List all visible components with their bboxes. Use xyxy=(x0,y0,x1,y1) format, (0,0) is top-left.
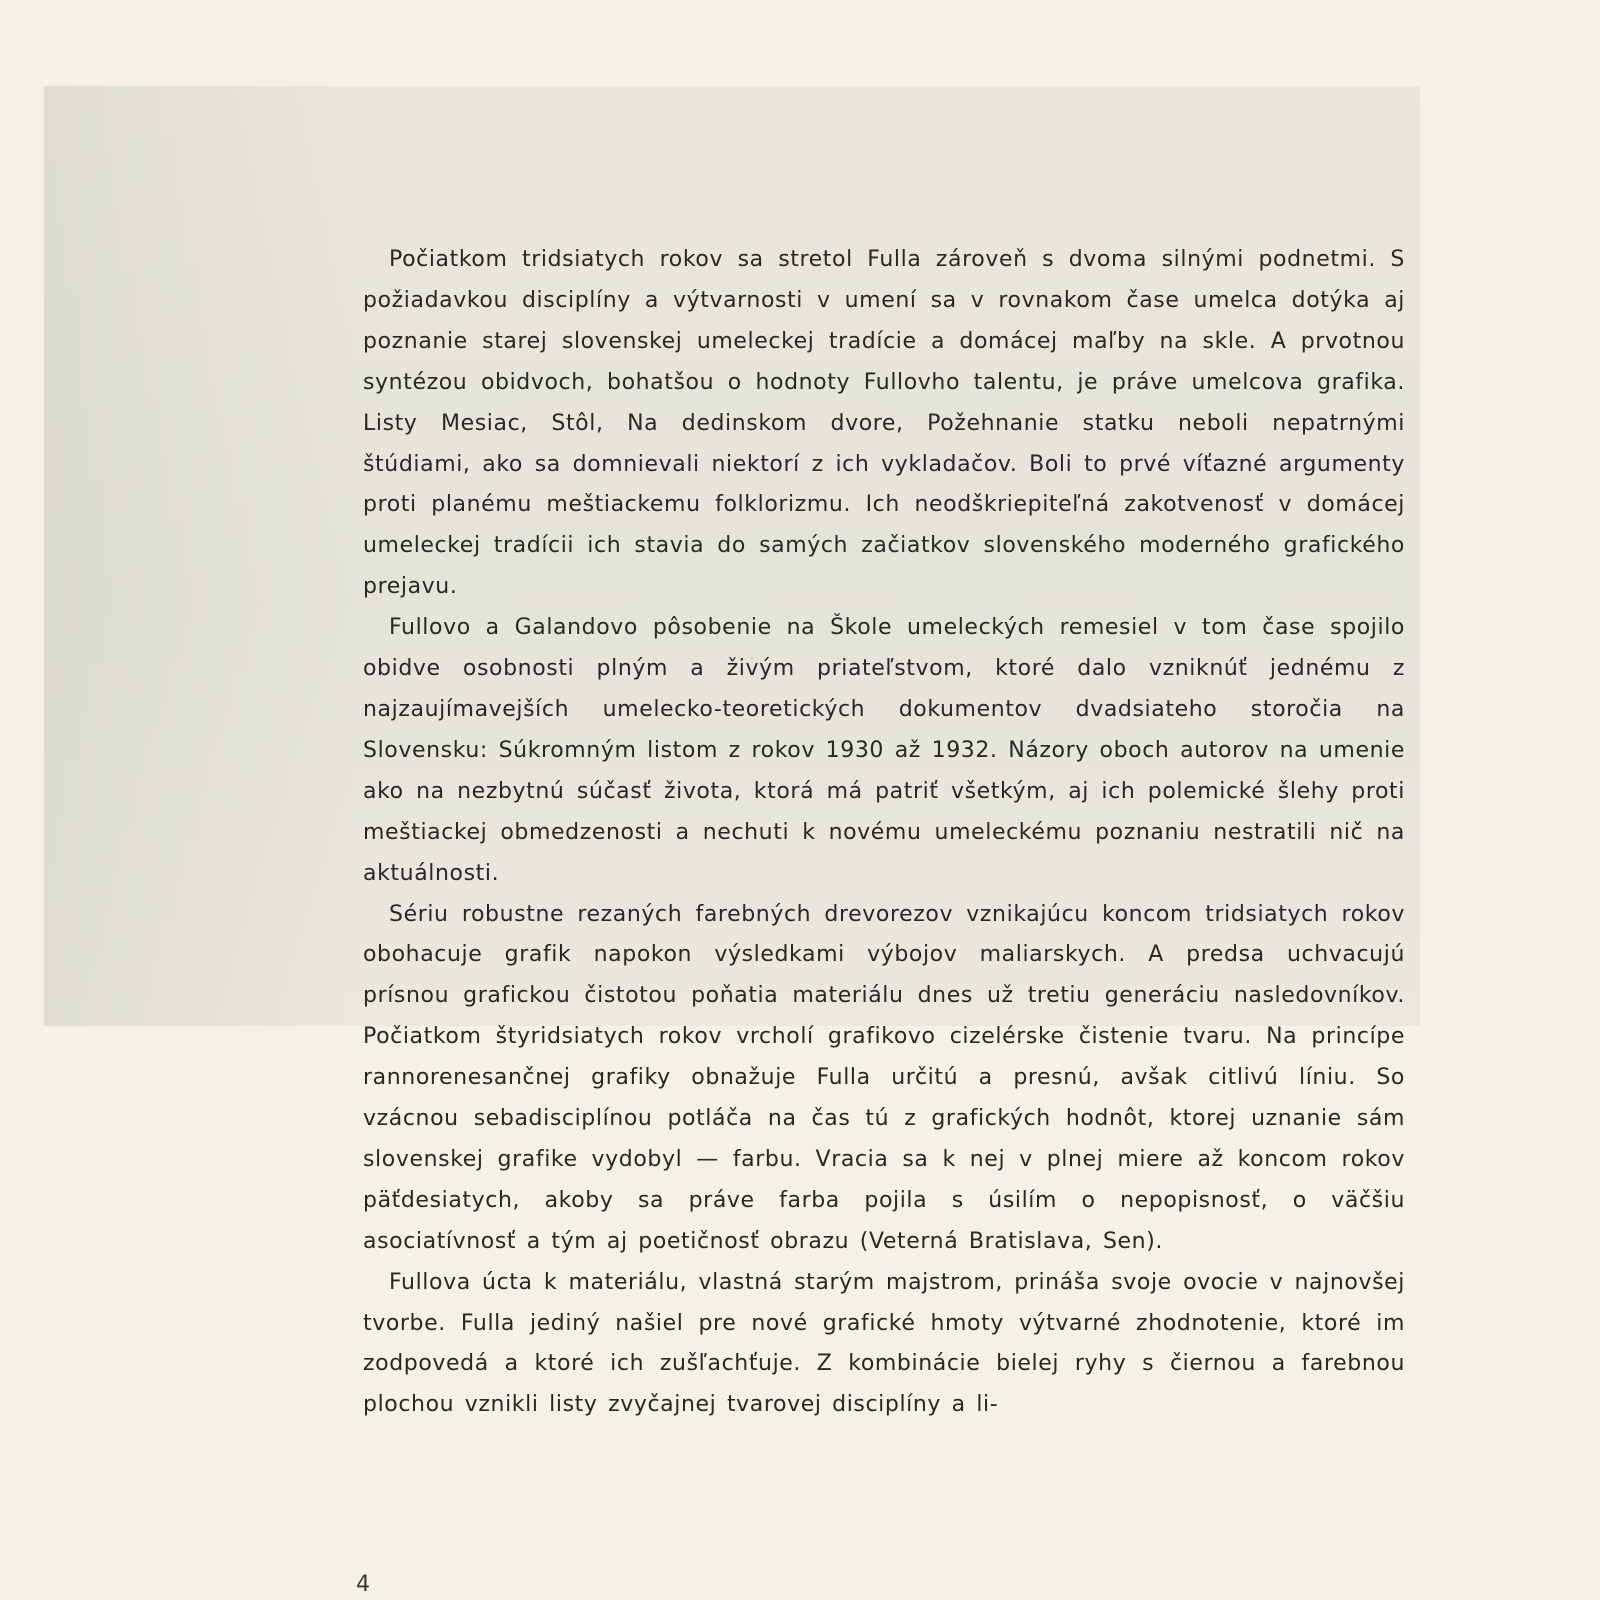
paragraph-1: Počiatkom tridsiatych rokov sa stretol Fulla zároveň s dvoma silnými podnetmi. S požiadavkou disciplíny a výtvarnosti v umení sa v rovnakom čase umelca dotýka aj poznanie starej slovenskej umeleckej tradície a domácej maľby na skle. A prvotnou syntézou obidvoch, bohatšou o hodnoty Fullovho talentu, je práve umelcova grafika. Listy Mesiac, Stôl, Na dedinskom dvore, Požehnanie statku neboli nepatrnými štúdiami, ako sa domnievali niektorí z ich vykladačov. Boli to prvé víťazné argumenty proti planému meštiackemu folklorizmu. Ich neodškriepiteľná zakotvenosť v domácej umeleckej tradícii ich stavia do samých začiatkov slovenského moderného grafického prejavu. xyxy=(363,247,1405,600)
page-number: 4 xyxy=(356,1572,370,1597)
paragraph-2: Fullovo a Galandovo pôsobenie na Škole umeleckých remesiel v tom čase spojilo obidve osobnosti plným a živým priateľstvom, ktoré dalo vzniknúť jednému z najzaujímavejších umelecko-teoretických dokumentov dvadsiateho storočia na Slovensku: Súkromným listom z rokov 1930 až 1932. Názory oboch autorov na umenie ako na nezbytnú súčasť života, ktorá má patriť všetkým, aj ich polemické šlehy proti meštiackej obmedzenosti a nechuti k novému umeleckému poznaniu nestratili nič na aktuálnosti. xyxy=(363,615,1405,886)
paragraph-3: Sériu robustne rezaných farebných drevorezov vznikajúcu koncom tridsiatych rokov obohacuje grafik napokon výsledkami výbojov maliarskych. A predsa uchvacujú prísnou grafickou čistotou poňatia materiálu dnes už tretiu generáciu nasledovníkov. Počiatkom štyridsiatych rokov vrcholí grafikovo cizelérske čistenie tvaru. Na princípe rannorenesančnej grafiky obnažuje Fulla určitú a presnú, avšak citlivú líniu. So vzácnou sebadisciplínou potláča na čas tú z grafických hodnôt, ktorej uznanie sám slovenskej grafike vydobyl — farbu. Vracia sa k nej v plnej miere až koncom rokov päťdesiatych, akoby sa práve farba pojila s úsilím o nepopisnosť, o väčšiu asociatívnosť a tým aj poetičnosť obrazu (Veterná Bratislava, Sen). xyxy=(363,901,1405,1254)
body-text xyxy=(363,240,1405,1426)
paragraph-4: Fullova úcta k materiálu, vlastná starým majstrom, prináša svoje ovocie v najnovšej tvorbe. Fulla jediný našiel pre nové grafické hmoty výtvarné zhodnotenie, ktoré im zodpovedá a ktoré ich zušľachťuje. Z kombinácie bielej ryhy s čiernou a farebnou plochou vznikli listy zvyčajnej tvarovej disciplíny a li- xyxy=(363,1269,1405,1418)
reverse-side-shadow xyxy=(44,86,354,1026)
